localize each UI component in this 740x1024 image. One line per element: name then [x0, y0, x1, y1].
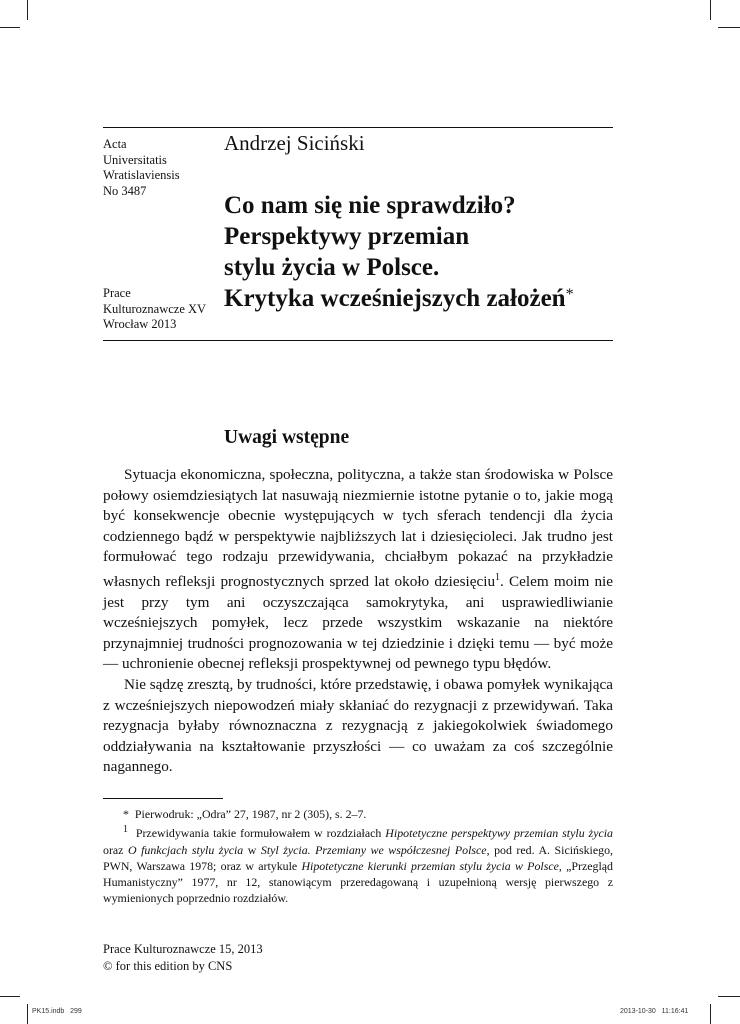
paragraph-1 [103, 465, 613, 675]
journal-line: Prace [103, 286, 131, 300]
footnote-separator [103, 798, 223, 799]
page-footer [103, 941, 263, 974]
crop-mark-bottom-left-vertical [27, 1004, 28, 1024]
series-line: Acta [103, 137, 127, 151]
footnote-text: , pod red. A. Sicińskiego, PWN, Warszawa 1978; oraz w artykule [103, 842, 613, 873]
footnote-text: , „Przegląd Humanistyczny” 1977, nr 12, stanowiącym przeredagowaną i uzupełnioną wersję pierwszego z wymienionych poprzednio rozdziałów. [103, 858, 613, 906]
title-footnote-mark: * [565, 286, 574, 303]
crop-mark-bottom-left-horizontal [0, 996, 20, 997]
footnote-italic: Styl życia. Przemiany we współczesnej Polsce [260, 842, 487, 857]
crop-mark-top-right-vertical [710, 0, 711, 20]
series-info [103, 137, 218, 199]
footnote-text: w [243, 842, 261, 857]
crop-mark-top-left-vertical [27, 0, 28, 20]
paragraph-1-text-b: . Celem moim nie jest przy tym ani oczyszczająca samokrytyka, ani usprawiedliwianie wcześniejszych pomyłek, lecz przede wszystkim wskazanie na niektóre przynajmniej trudności prognozowania w tej dziedzinie i dzięki temu — być może — uchronienie obecnej refleksji prospektywnej od pewnego typu błędów. [103, 573, 613, 673]
footnote-text: Przewidywania takie formułowałem w rozdziałach [135, 826, 386, 841]
title-line: Perspektywy przemian [224, 223, 470, 250]
paragraph-2: Nie sądzę zresztą, by trudności, które przedstawię, i obawa pomyłek wynikająca z wcześniejszych niepowodzeń miały skłaniać do rezygnacji z przewidywań. Taka rezygnacja byłaby równoznaczna z rezygnacją z jakiegokolwiek świadomego oddziaływania na kształtowanie przyszłości — co uważam za coś szczególnie nagannego. [103, 676, 613, 776]
header-bottom-rule [103, 340, 613, 341]
journal-line: Wrocław 2013 [103, 317, 177, 331]
footnote-1-mark: 1 [123, 824, 128, 836]
footnote-star-text: Pierwodruk: „Odra” 27, 1987, nr 2 (305), s. 2–7. [134, 807, 367, 821]
footnote-text: oraz [103, 842, 128, 857]
title-line: Krytyka wcześniejszych założeń [224, 285, 566, 312]
journal-info [103, 286, 221, 333]
article-title [224, 190, 614, 314]
title-line-last [224, 283, 614, 314]
crop-mark-bottom-right-horizontal [718, 996, 740, 997]
series-line: Universitatis [103, 152, 167, 167]
paragraph-1-text-a: Sytuacja ekonomiczna, społeczna, polityczna, a także stan środowiska w Polsce połowy osiemdziesiątych lat nasuwają niezmiernie istotne pytanie o to, jakie mogą być konsekwencje obecnie występujących w tych sferach tendencji dla życia codziennego bądź w perspektywie najbliższych lat i dziesięcioleci. Jak trudno jest formułować tego rodzaju przewidywania, chciałbym pokazać na przykładzie własnych refleksji prognostycznych sprzed lat około dziesięciu [103, 466, 613, 591]
footnote-star-mark: * [123, 807, 129, 821]
slug-timestamp: 2013-10-30 11:16:41 [620, 1008, 689, 1015]
crop-mark-top-right-horizontal [718, 27, 740, 28]
title-line: Co nam się nie sprawdziło? [224, 192, 516, 219]
slug-file: PK15.indb 299 [32, 1008, 82, 1015]
footnote-italic: O funkcjach stylu życia [127, 842, 244, 857]
journal-line: Kulturoznawcze XV [103, 301, 207, 316]
series-line: No 3487 [103, 183, 147, 198]
header-top-rule [103, 127, 613, 128]
footer-copyright: © for this edition by CNS [103, 958, 233, 973]
footnotes [103, 806, 613, 907]
crop-mark-bottom-right-vertical [710, 1004, 711, 1024]
section-heading: Uwagi wstępne [224, 427, 350, 448]
body-text [103, 465, 613, 778]
footnote-star [103, 806, 613, 822]
crop-mark-top-left-horizontal [0, 27, 20, 28]
footer-journal: Prace Kulturoznawcze 15, 2013 [103, 942, 263, 956]
title-line: stylu życia w Polsce. [224, 254, 440, 281]
footnote-1 [103, 822, 613, 906]
footnote-ref-1: 1 [495, 571, 501, 583]
footnote-italic: Hipotetyczne perspektywy przemian stylu życia [385, 826, 613, 841]
author-name: Andrzej Siciński [224, 131, 365, 155]
series-line: Wratislaviensis [103, 168, 180, 182]
footnote-italic: Hipotetyczne kierunki przemian stylu życia w Polsce [301, 858, 559, 873]
